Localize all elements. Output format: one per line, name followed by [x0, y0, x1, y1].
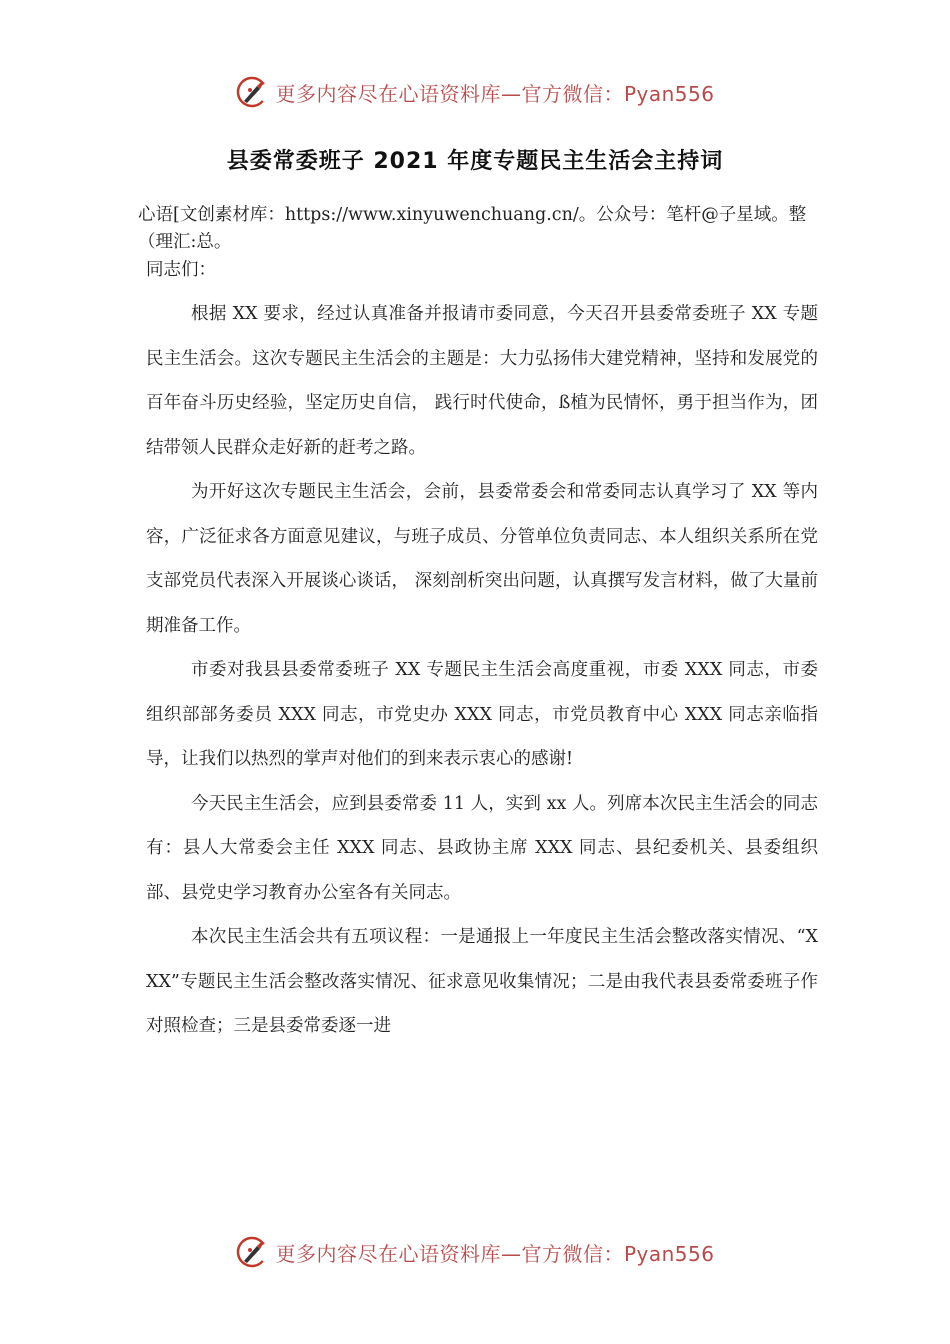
- paragraph: 本次民主生活会共有五项议程：一是通报上一年度民主生活会整改落实情况、“XXX”专题民主生活会整改落实情况、征求意见收集情况；二是由我代表县委常委班子作对照检查；三是县委常委逐一进: [146, 927, 818, 1036]
- document-title: 县委常委班子 2021 年度专题民主生活会主持词: [226, 149, 724, 174]
- header-banner: [0, 72, 950, 112]
- pen-logo-icon: [235, 75, 269, 109]
- greeting: 同志们：: [146, 260, 216, 280]
- source-line: 心语[文创素材库：https://www.xinyuwenchuang.cn/。公众号：笔杆@子星域。整（理汇:总。: [138, 205, 807, 252]
- paragraph: 今天民主生活会，应到县委常委 11 人，实到 xx 人。列席本次民主生活会的同志有：县人大常委会主任 XXX 同志、县政协主席 XXX 同志、县纪委机关、县委组织部、县党史学习教育办公室各有关同志。: [146, 793, 818, 903]
- footer-banner: [0, 1232, 950, 1272]
- paragraph: 市委对我县县委常委班子 XX 专题民主生活会高度重视，市委 XXX 同志，市委组织部部务委员 XXX 同志，市党史办 XXX 同志，市党员教育中心 XXX 同志亲临指导，让我们以热烈的掌声对他们的到来表示衷心的感谢!: [146, 660, 818, 769]
- header-banner-text: 更多内容尽在心语资料库—官方微信：Pyan556: [275, 81, 715, 106]
- document-body: [146, 292, 818, 1049]
- pen-logo-icon: [235, 1235, 269, 1269]
- paragraph: 为开好这次专题民主生活会，会前，县委常委会和常委同志认真学习了 XX 等内容，广泛征求各方面意见建议，与班子成员、分管单位负责同志、本人组织关系所在党支部党员代表深入开展谈心谈话， 深刻剖析突出问题，认真撰写发言材料，做了大量前期准备工作。: [146, 482, 818, 636]
- paragraph: 根据 XX 要求，经过认真准备并报请市委同意，今天召开县委常委班子 XX 专题民主生活会。这次专题民主生活会的主题是：大力弘扬伟大建党精神，坚持和发展党的百年奋斗历史经验，坚定历史自信， 践行时代使命，ß植为民情怀，勇于担当作为，团结带领人民群众走好新的赶考之路。: [146, 304, 818, 458]
- footer-banner-text: 更多内容尽在心语资料库—官方微信：Pyan556: [275, 1241, 715, 1266]
